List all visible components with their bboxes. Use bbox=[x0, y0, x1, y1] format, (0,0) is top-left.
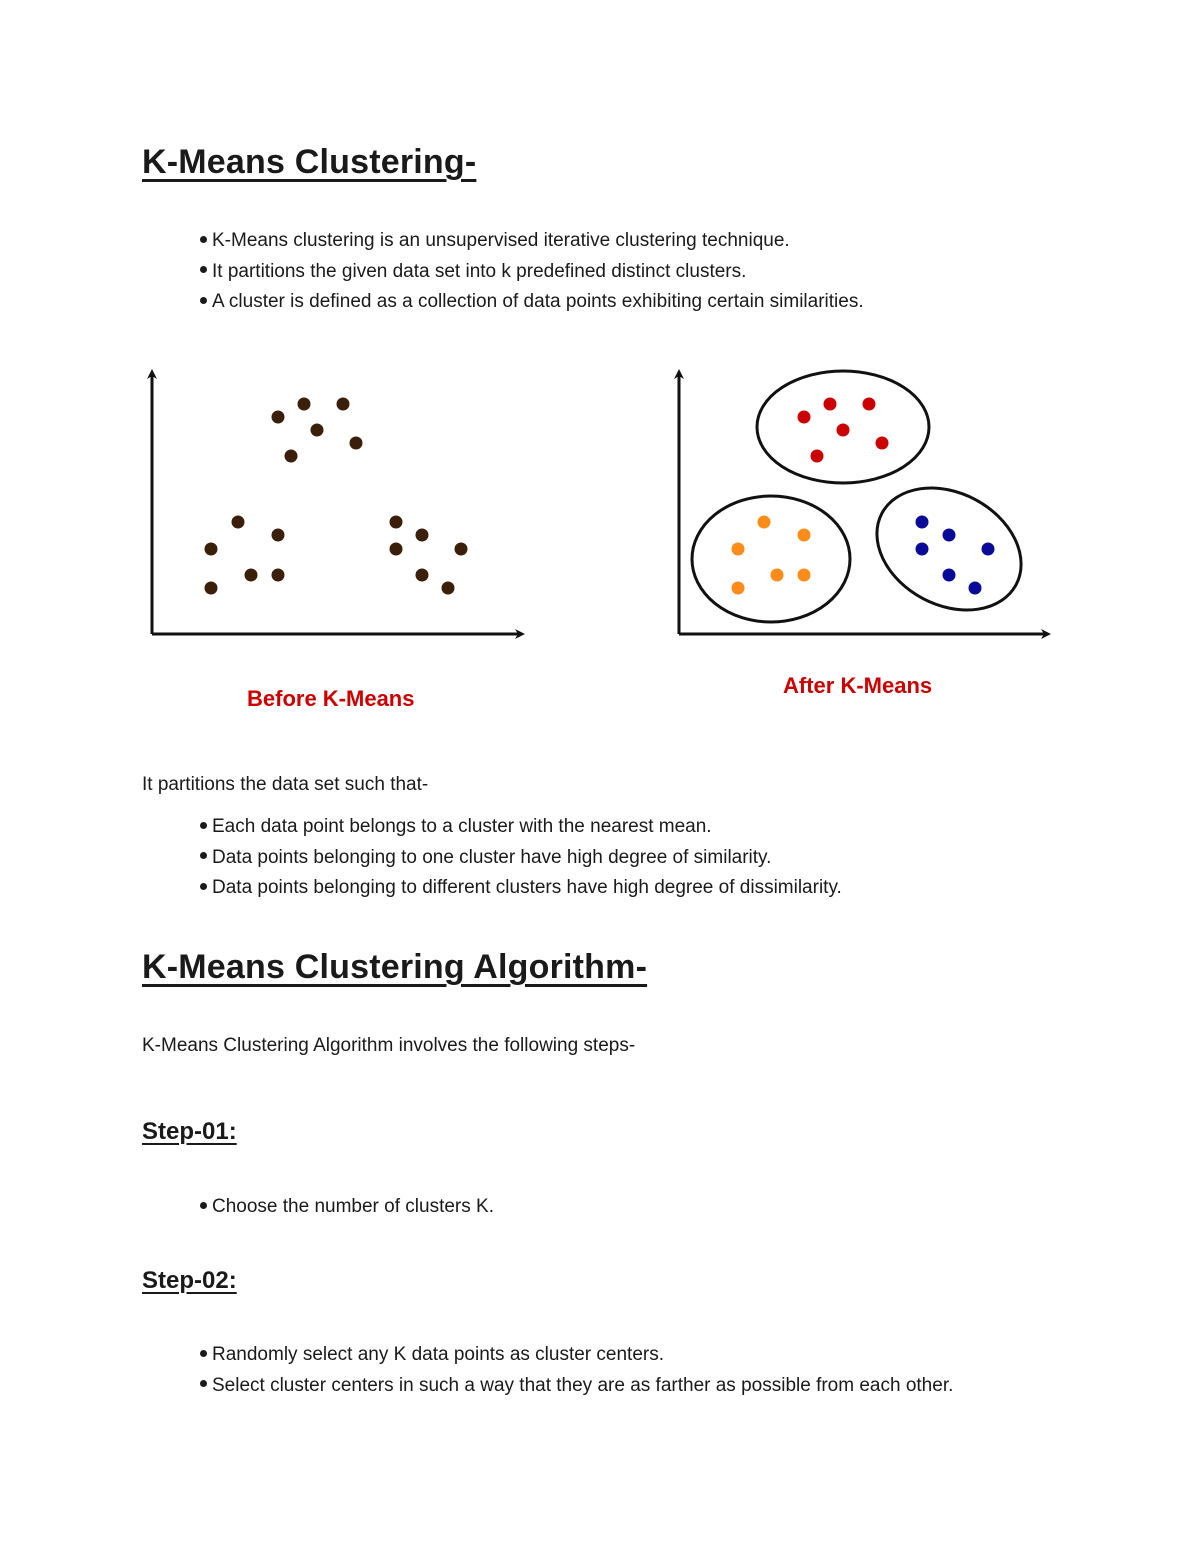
data-point bbox=[272, 411, 285, 424]
partition-intro: It partitions the data set such that- bbox=[142, 774, 429, 795]
data-point bbox=[205, 582, 218, 595]
step-01-title: Step-01: bbox=[142, 1118, 237, 1145]
data-point bbox=[916, 516, 929, 529]
data-point bbox=[811, 450, 824, 463]
data-point bbox=[798, 569, 811, 582]
bullet-icon bbox=[200, 822, 207, 829]
data-point bbox=[824, 398, 837, 411]
list-item: Data points belonging to one cluster have high degree of similarity. bbox=[198, 843, 842, 874]
before-plot bbox=[152, 374, 520, 634]
cluster-blue bbox=[856, 464, 1043, 634]
cluster-orange bbox=[692, 496, 850, 622]
before-kmeans-caption: Before K-Means bbox=[247, 686, 415, 711]
data-point bbox=[390, 516, 403, 529]
data-point bbox=[758, 516, 771, 529]
data-point bbox=[732, 582, 745, 595]
list-item: Choose the number of clusters K. bbox=[198, 1192, 494, 1223]
data-point bbox=[771, 569, 784, 582]
data-point bbox=[298, 398, 311, 411]
list-item: Randomly select any K data points as cluster centers. bbox=[198, 1340, 953, 1371]
data-point bbox=[350, 437, 363, 450]
data-point bbox=[916, 543, 929, 556]
data-point bbox=[416, 529, 429, 542]
data-point bbox=[837, 424, 850, 437]
list-item: Data points belonging to different clusters have high degree of dissimilarity. bbox=[198, 873, 842, 904]
data-point bbox=[390, 543, 403, 556]
list-item: Each data point belongs to a cluster with the nearest mean. bbox=[198, 812, 842, 843]
data-point bbox=[455, 543, 468, 556]
data-point bbox=[798, 411, 811, 424]
bullet-icon bbox=[200, 852, 207, 859]
data-point bbox=[798, 529, 811, 542]
data-point bbox=[232, 516, 245, 529]
data-point bbox=[732, 543, 745, 556]
partition-properties-list bbox=[198, 812, 842, 904]
data-point bbox=[311, 424, 324, 437]
before-points bbox=[205, 398, 468, 595]
after-plot bbox=[679, 371, 1046, 634]
cluster-boundary bbox=[856, 464, 1043, 634]
step-02-list bbox=[198, 1340, 953, 1401]
list-item: Select cluster centers in such a way that they are as farther as possible from each other. bbox=[198, 1371, 953, 1402]
bullet-icon bbox=[200, 1202, 207, 1209]
section-title-kmeans: K-Means Clustering- bbox=[142, 143, 477, 181]
data-point bbox=[245, 569, 258, 582]
data-point bbox=[969, 582, 982, 595]
data-point bbox=[272, 529, 285, 542]
data-point bbox=[285, 450, 298, 463]
data-point bbox=[876, 437, 889, 450]
algorithm-intro: K-Means Clustering Algorithm involves the following steps- bbox=[142, 1035, 636, 1056]
data-point bbox=[943, 569, 956, 582]
cluster-red bbox=[757, 371, 929, 483]
list-item: It partitions the given data set into k predefined distinct clusters. bbox=[198, 257, 864, 288]
bullet-icon bbox=[200, 883, 207, 890]
data-point bbox=[337, 398, 350, 411]
data-point bbox=[416, 569, 429, 582]
data-point bbox=[205, 543, 218, 556]
bullet-icon bbox=[200, 1350, 207, 1357]
data-point bbox=[982, 543, 995, 556]
step-01-list bbox=[198, 1192, 494, 1223]
list-item: A cluster is defined as a collection of data points exhibiting certain similarities. bbox=[198, 287, 864, 318]
data-point bbox=[943, 529, 956, 542]
data-point bbox=[272, 569, 285, 582]
section-title-algorithm: K-Means Clustering Algorithm- bbox=[142, 948, 648, 986]
bullet-icon bbox=[200, 1380, 207, 1387]
list-item: K-Means clustering is an unsupervised iterative clustering technique. bbox=[198, 226, 864, 257]
step-02-title: Step-02: bbox=[142, 1267, 237, 1294]
data-point bbox=[863, 398, 876, 411]
after-kmeans-caption: After K-Means bbox=[783, 673, 933, 698]
data-point bbox=[442, 582, 455, 595]
cluster-boundary bbox=[692, 496, 850, 622]
kmeans-illustration bbox=[0, 0, 1200, 720]
